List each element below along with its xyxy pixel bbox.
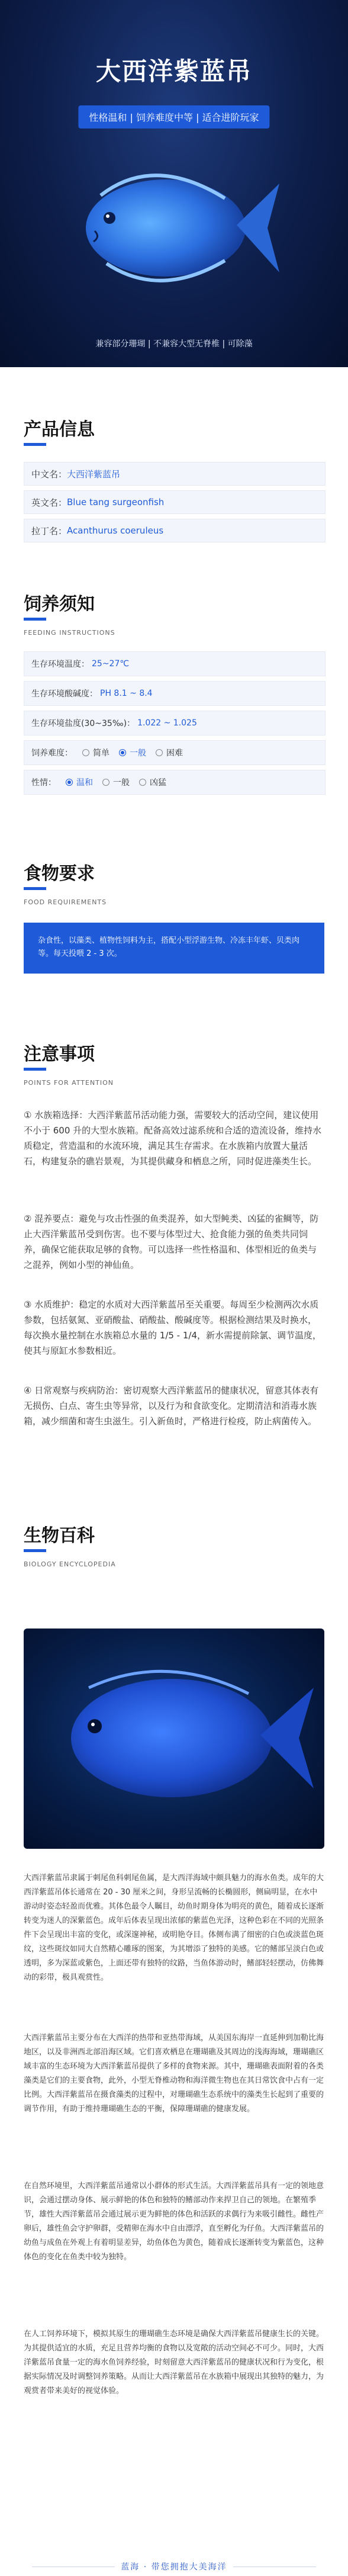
title-accent-bar xyxy=(24,887,46,890)
attention-item-water: ③ 水质维护：稳定的水质对大西洋紫蓝吊至关重要。每周至少检测两次水质参数，包括氨氮、亚硝酸盐、硝酸盐、酸碱度等。根据检测结果及时换水，每次换水量控制在水族箱总水量的 1/5 - 1/4，新水需提前除氯、调节温度，使其与原缸水参数相近。 xyxy=(24,1299,322,1356)
page-footer xyxy=(0,2557,348,2576)
attention-subtitle: POINTS FOR ATTENTION xyxy=(24,1079,114,1087)
feeding-subtitle: FEEDING INSTRUCTIONS xyxy=(24,629,115,637)
attention-item-tank: ① 水族箱选择：大西洋紫蓝吊活动能力强，需要较大的活动空间，建议使用不小于 600 升的大型水族箱。配备高效过滤系统和合适的造流设备，维持水质稳定，营造温和的水流环境，满足其生存需求。在水族箱内放置大量活石，构建复杂的礁岩景观，为其提供藏身和栖息之所，同时促进藻类生长。 xyxy=(24,1110,322,1167)
title-accent-bar xyxy=(24,618,46,621)
radio-icon xyxy=(156,749,163,756)
hero-footnote: 兼容部分珊瑚 | 不兼容大型无脊椎 | 可除藻 xyxy=(95,339,253,349)
title-accent-bar xyxy=(24,1549,46,1552)
title-accent-bar xyxy=(24,443,46,446)
difficulty-option-medium[interactable]: 一般 xyxy=(119,747,146,759)
info-label: 拉丁名： xyxy=(31,525,67,537)
feed-value: PH 8.1 ~ 8.4 xyxy=(100,689,153,698)
bio-paragraph-behavior: 在自然环境里，大西洋紫蓝吊通常以小群体的形式生活。大西洋紫蓝吊具有一定的领地意识，会通过摆动身体、展示鲜艳的体色和独特的鳍部动作来捍卫自己的领地。在繁殖季节，雄性大西洋紫蓝吊会通过展示更为鲜艳的体色和活跃的求偶行为来吸引雌性。雌性产卵后，雄性鱼会守护卵群，受精卵在海水中自由漂浮，直至孵化为仔鱼。大西洋紫蓝吊的幼鱼与成鱼在外观上有着明显差异，幼鱼体色为黄色，随着成长逐渐转变为紫蓝色，这种体色的变化在鱼类中较为独特。 xyxy=(24,2182,324,2262)
radio-icon xyxy=(102,779,109,786)
product-info-title: 产品信息 xyxy=(24,419,95,440)
info-value: Blue tang surgeonfish xyxy=(67,497,165,508)
feed-row-temperament xyxy=(24,770,326,795)
blue-tang-fish-illustration xyxy=(59,148,284,302)
radio-icon xyxy=(82,749,89,756)
attention-title: 注意事项 xyxy=(24,1044,95,1065)
feed-row-difficulty xyxy=(24,740,326,765)
temper-option-mild[interactable]: 温和 xyxy=(66,776,93,788)
difficulty-option-hard[interactable]: 困难 xyxy=(156,747,183,759)
feed-value: 1.022 ~ 1.025 xyxy=(137,718,197,728)
food-subtitle: FOOD REQUIREMENTS xyxy=(24,898,107,906)
info-value: Acanthurus coeruleus xyxy=(67,525,164,536)
feed-value: 25~27℃ xyxy=(92,659,130,669)
hero-tagline: 性格温和 | 饲养难度中等 | 适合进阶玩家 xyxy=(78,105,269,129)
bio-paragraph-appearance: 大西洋紫蓝吊隶属于刺尾鱼科刺尾鱼属，是大西洋海域中颇具魅力的海水鱼类。成年的大西洋紫蓝吊体长通常在 20 - 30 厘米之间，身形呈流畅的长椭圆形，侧扁明显，在水中游动时姿态轻盈而优雅。其体色最令人瞩目，幼鱼时期身体为明亮的黄色，随着成长逐渐转变为迷人的深紫蓝色。成年后体表呈现出浓郁的紫蓝色光泽，这种色彩在不同的光照条件下会呈现出丰富的变化，或深邃神秘，或明艳夺目。体侧布满了细密的白色或淡蓝色斑纹，这些斑纹如同大自然精心雕琢的图案，为其增添了独特的美感。它的鳍部呈淡白色或透明，多为深蓝或紫色，上面还带有独特的纹路，当鱼体游动时，鳍部轻轻摆动，仿佛舞动的彩带，极具观赏性。 xyxy=(24,1874,324,1982)
feed-label: 生存环境酸碱度： xyxy=(31,689,98,699)
info-label: 中文名： xyxy=(31,468,67,480)
feed-label: 生存环境盐度(30~35‰)： xyxy=(31,719,136,728)
footer-slogan: 蓝海 · 带您拥抱大美海洋 xyxy=(121,2562,227,2572)
info-row-latin-name xyxy=(24,519,326,542)
food-title: 食物要求 xyxy=(24,863,95,884)
feed-label: 生存环境温度： xyxy=(31,660,89,669)
blue-tang-photo xyxy=(24,1629,324,1849)
info-label: 英文名： xyxy=(31,497,67,508)
page-title: 大西洋紫蓝吊 xyxy=(95,57,252,86)
bio-paragraph-habitat: 大西洋紫蓝吊主要分布在大西洋的热带和亚热带海域，从美国东海岸一直延伸到加勒比海地区，以及非洲西北部沿海区域。它们喜欢栖息在珊瑚礁及其周边的浅海海域，珊瑚礁区域丰富的生态环境为大西洋紫蓝吊提供了多样的食物来源。其中，珊瑚礁表面附着的各类藻类是它们的主要食物，此外，小型无脊椎动物和海洋微生物也在其日常饮食中占有一定比例。大西洋紫蓝吊在摄食藻类的过程中，对珊瑚礁生态系统中的藻类生长起到了重要的调节作用，有助于维持珊瑚礁生态的平衡，保障珊瑚礁的健康发展。 xyxy=(24,2034,324,2114)
food-description: 杂食性，以藻类、植物性饲料为主，搭配小型浮游生物、冷冻丰年虾、贝类肉等。每天投喂 2 - 3 次。 xyxy=(24,923,324,974)
radio-selected-icon xyxy=(119,749,126,756)
attention-item-mixing: ② 混养要点：避免与攻击性强的鱼类混养，如大型鲀类、凶猛的雀鲷等，防止大西洋紫蓝吊受到伤害。也不要与体型过大、抢食能力强的鱼类共同饲养，确保它能获取足够的食物。可以选择一些性格温和、体型相近的鱼类与之混养，例如小型的神仙鱼。 xyxy=(24,1213,319,1270)
info-row-chinese-name xyxy=(24,462,326,486)
bio-title: 生物百科 xyxy=(24,1525,95,1546)
bio-paragraph-care: 在人工饲养环境下，模拟其原生的珊瑚礁生态环境是确保大西洋紫蓝吊健康生长的关键。为其提供适宜的水质，充足且营养均衡的食物以及宽敞的活动空间必不可少。同时，大西洋紫蓝吊食量一定的海水鱼饲养经验，时刻留意大西洋紫蓝吊的健康状况和行为变化，根据实际情况及时调整饲养策略。从而让大西洋紫蓝吊在水族箱中展现出其独特的魅力，为观赏者带来美好的视觉体验。 xyxy=(24,2330,324,2395)
attention-item-health: ④ 日常观察与疾病防治：密切观察大西洋紫蓝吊的健康状况，留意其体表有无损伤、白点、寄生虫等异常，以及行为和食欲变化。定期清洁和消毒水族箱，减少细菌和寄生虫滋生。引入新鱼时，严格进行检疫，防止病菌传入。 xyxy=(24,1385,319,1427)
feed-row-salinity xyxy=(24,711,326,735)
radio-selected-icon xyxy=(66,779,73,786)
temper-option-normal[interactable]: 一般 xyxy=(102,776,130,788)
radio-icon xyxy=(139,779,146,786)
info-value: 大西洋紫蓝吊 xyxy=(67,468,121,480)
bio-subtitle: BIOLOGY ENCYCLOPEDIA xyxy=(24,1560,116,1568)
difficulty-option-easy[interactable]: 简单 xyxy=(82,747,109,759)
title-accent-bar xyxy=(24,1068,46,1071)
temper-option-fierce[interactable]: 凶猛 xyxy=(139,776,166,788)
feeding-title: 饲养须知 xyxy=(24,594,95,615)
info-row-english-name xyxy=(24,490,326,514)
feed-row-temperature xyxy=(24,651,326,676)
fish-photo-illustration xyxy=(24,1629,324,1849)
feed-label: 饲养难度： xyxy=(31,749,73,758)
hero-banner xyxy=(0,0,348,367)
feed-row-ph xyxy=(24,681,326,706)
feed-label: 性情： xyxy=(31,778,56,788)
